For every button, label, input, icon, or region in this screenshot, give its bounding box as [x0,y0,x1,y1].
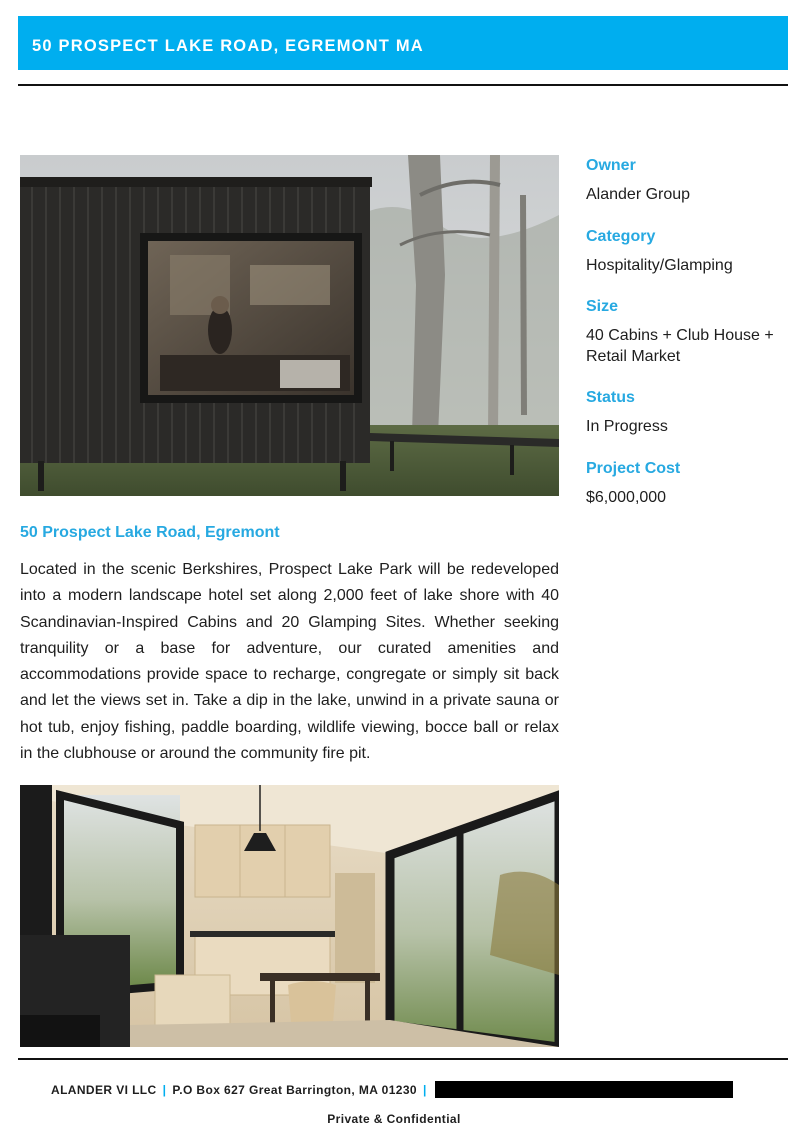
fact-value: 40 Cabins + Club House + Retail Market [586,327,774,365]
project-description: Located in the scenic Berkshires, Prospect Lake Park will be redeveloped into a modern landscape hotel set along 2,000 feet of lake shore with 40 Scandinavian-Inspired Cabins and 20 Glamping Sites. Whether seeking tranquility or a base for adventure, our curated amenities and accommodations provide space to recharge, congregate or simply sit back and let the views set in. Take a dip in the lake, unwind in a private sauna or hot tub, enjoy fishing, paddle boarding, wildlife viewing, bocce ball or relax in the clubhouse or around the community fire pit. [20,561,559,763]
header-divider [18,84,788,86]
fact-value: In Progress [586,418,668,435]
fact-project-cost [586,459,796,509]
footer-company: ALANDER VI LLC [51,1082,157,1097]
page-title: 50 PROSPECT LAKE ROAD, EGREMONT MA [32,37,424,55]
footer-separator: | [162,1082,167,1097]
fact-value: $6,000,000 [586,488,667,506]
fact-label: Category [586,227,656,245]
fact-status [586,388,796,438]
footer-line [51,1081,771,1098]
footer-divider [18,1058,788,1060]
fact-owner [586,156,796,206]
fact-label: Size [586,298,619,315]
footer-separator: | [423,1082,427,1097]
project-facts [586,156,796,529]
fact-size [586,297,796,367]
fact-label: Project Cost [586,459,681,477]
fact-label: Status [586,389,635,406]
fact-value: Alander Group [586,186,691,203]
fact-category [586,227,796,277]
cabin-exterior-photo [20,155,559,496]
fact-value: Hospitality/Glamping [586,256,733,274]
project-subheading: 50 Prospect Lake Road, Egremont [20,524,280,541]
page-title-banner [18,16,788,70]
footer-address: P.O Box 627 Great Barrington, MA 01230 [172,1082,417,1097]
cabin-interior-photo [20,785,559,1047]
confidential-notice: Private & Confidential [327,1112,461,1126]
fact-label: Owner [586,157,636,174]
redacted-block [435,1081,733,1098]
